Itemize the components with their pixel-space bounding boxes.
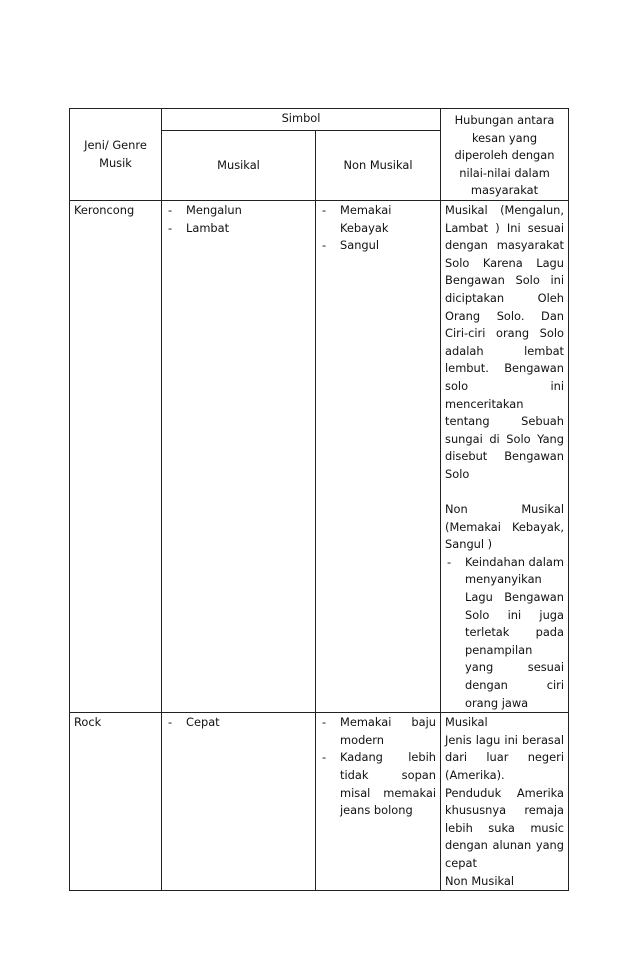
- table-row-rock: [70, 713, 569, 891]
- list-item: - Memakai Kebayak: [320, 202, 436, 237]
- header-non-musikal: Non Musikal: [316, 130, 441, 200]
- hubungan-paragraph: Non Musikal: [445, 873, 515, 888]
- header-genre: Jeni/ Genre Musik: [70, 109, 162, 201]
- cell-musikal: [162, 713, 316, 891]
- table-row-keroncong: [70, 200, 569, 712]
- list-item: - Sangul: [320, 237, 436, 255]
- genre-symbol-table: [69, 108, 569, 891]
- list-item: - Mengalun: [166, 202, 311, 220]
- hubungan-paragraph: Jenis lagu ini berasal dari luar negeri (Amerika). Penduduk Amerika khususnya remaja lebih suka music dengan alunan yang cepat: [445, 732, 565, 870]
- list-item: - Kadang lebih tidak sopan misal memakai jeans bolong: [320, 749, 436, 819]
- list-item: - Cepat: [166, 714, 311, 732]
- header-hubungan: Hubungan antara kesan yang diperoleh dengan nilai-nilai dalam masyarakat: [441, 109, 569, 201]
- list-item: - Memakai baju modern: [320, 714, 436, 749]
- list-item: - Lambat: [166, 220, 311, 238]
- cell-genre: Rock: [70, 713, 162, 891]
- cell-non-musikal: [316, 200, 441, 712]
- cell-hubungan: [441, 200, 569, 712]
- cell-non-musikal: [316, 713, 441, 891]
- header-simbol: Simbol: [162, 109, 441, 131]
- hubungan-title: Musikal: [445, 715, 488, 730]
- cell-musikal: [162, 200, 316, 712]
- header-row-top: [70, 109, 569, 131]
- hubungan-paragraph: Non Musikal (Memakai Kebayak, Sangul ): [445, 502, 565, 552]
- cell-genre: Keroncong: [70, 200, 162, 712]
- header-musikal: Musikal: [162, 130, 316, 200]
- cell-hubungan: [441, 713, 569, 891]
- hubungan-paragraph: Musikal (Mengalun, Lambat ) Ini sesuai dengan masyarakat Solo Karena Lagu Bengawan Solo ini diciptakan Oleh Orang Solo. Dan Ciri-ciri orang Solo adalah lembat lembut. Bengawan solo ini menceritakan tentang Sebuah sungai di Solo Yang disebut Bengawan Solo: [445, 202, 565, 481]
- list-item: - Keindahan dalam menyanyikan Lagu Bengawan Solo ini juga terletak pada penampilan yang sesuai dengan ciri orang jawa: [445, 554, 564, 712]
